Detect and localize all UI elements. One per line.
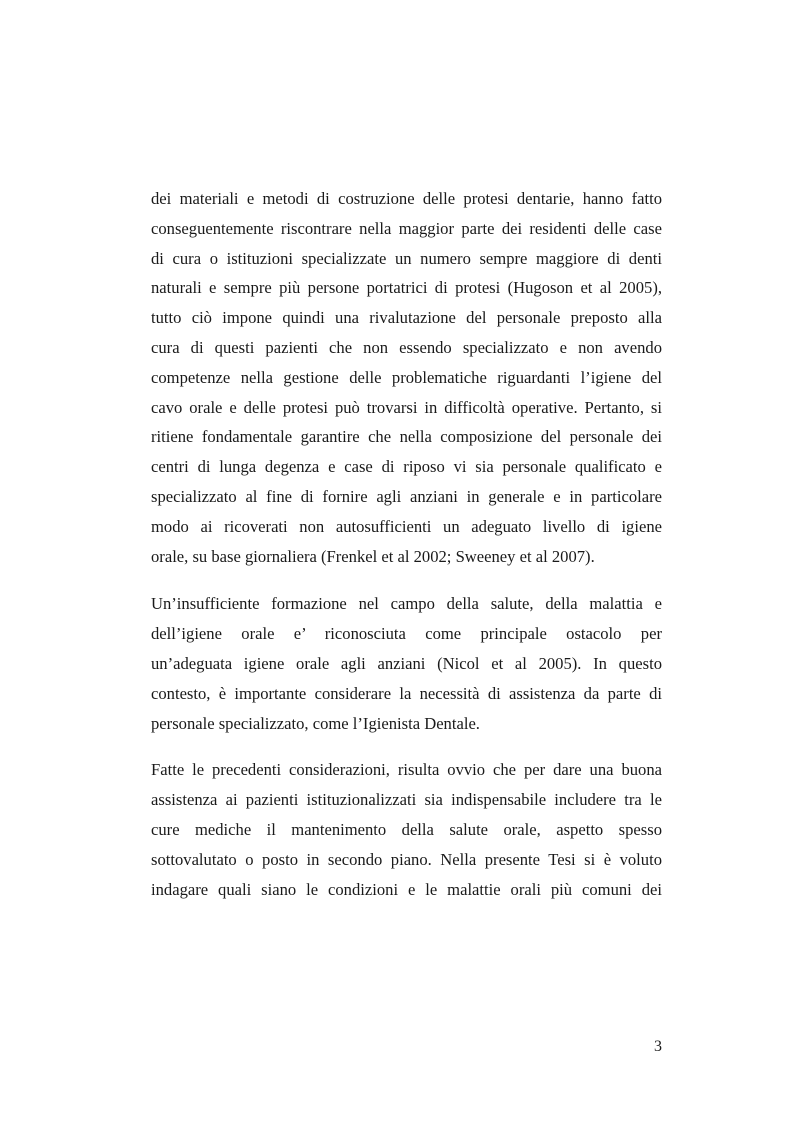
text-line: cura di questi pazienti che non essendo specializzato e non avendo: [151, 337, 662, 357]
text-line: contesto, è importante considerare la necessità di assistenza da parte di: [151, 683, 662, 703]
text-line: ritiene fondamentale garantire che nella composizione del personale dei: [151, 427, 662, 447]
text-line: conseguentemente riscontrare nella maggior parte dei residenti delle case: [151, 218, 662, 238]
text-line: di cura o istituzioni specializzate un numero sempre maggiore di denti: [151, 248, 662, 268]
body-text: [151, 184, 662, 904]
text-line: specializzato al fine di fornire agli anziani in generale e in particolare: [151, 486, 662, 506]
paragraph-spacer: [151, 738, 662, 755]
text-line: dell’igiene orale e’ riconosciuta come principale ostacolo per: [151, 624, 662, 644]
paragraph-2: [151, 589, 662, 738]
text-line: assistenza ai pazienti istituzionalizzati sia indispensabile includere tra le: [151, 790, 662, 810]
text-line: cure mediche il mantenimento della salute orale, aspetto spesso: [151, 819, 662, 839]
text-line: Un’insufficiente formazione nel campo della salute, della malattia e: [151, 594, 662, 614]
text-line: orale, su base giornaliera (Frenkel et al 2002; Sweeney et al 2007).: [151, 546, 595, 566]
text-line: modo ai ricoverati non autosufficienti un adeguato livello di igiene: [151, 516, 662, 536]
paragraph-1: [151, 184, 662, 571]
text-line: naturali e sempre più persone portatrici di protesi (Hugoson et al 2005),: [151, 278, 662, 298]
text-line: dei materiali e metodi di costruzione delle protesi dentarie, hanno fatto: [151, 189, 662, 208]
text-line: indagare quali siano le condizioni e le malattie orali più comuni dei: [151, 879, 662, 899]
text-line: centri di lunga degenza e case di riposo vi sia personale qualificato e: [151, 457, 662, 477]
text-line: sottovalutato o posto in secondo piano. Nella presente Tesi si è voluto: [151, 849, 662, 869]
page-number: 3: [654, 1038, 662, 1055]
text-line: un’adeguata igiene orale agli anziani (Nicol et al 2005). In questo: [151, 653, 662, 673]
paragraph-3: [151, 755, 662, 904]
text-line: competenze nella gestione delle problematiche riguardanti l’igiene del: [151, 367, 662, 387]
text-line: cavo orale e delle protesi può trovarsi in difficoltà operative. Pertanto, si: [151, 397, 662, 417]
text-line: personale specializzato, come l’Igienista Dentale.: [151, 713, 480, 733]
text-line: tutto ciò impone quindi una rivalutazione del personale preposto alla: [151, 308, 662, 328]
paragraph-spacer: [151, 571, 662, 589]
text-line: Fatte le precedenti considerazioni, risulta ovvio che per dare una buona: [151, 760, 662, 780]
